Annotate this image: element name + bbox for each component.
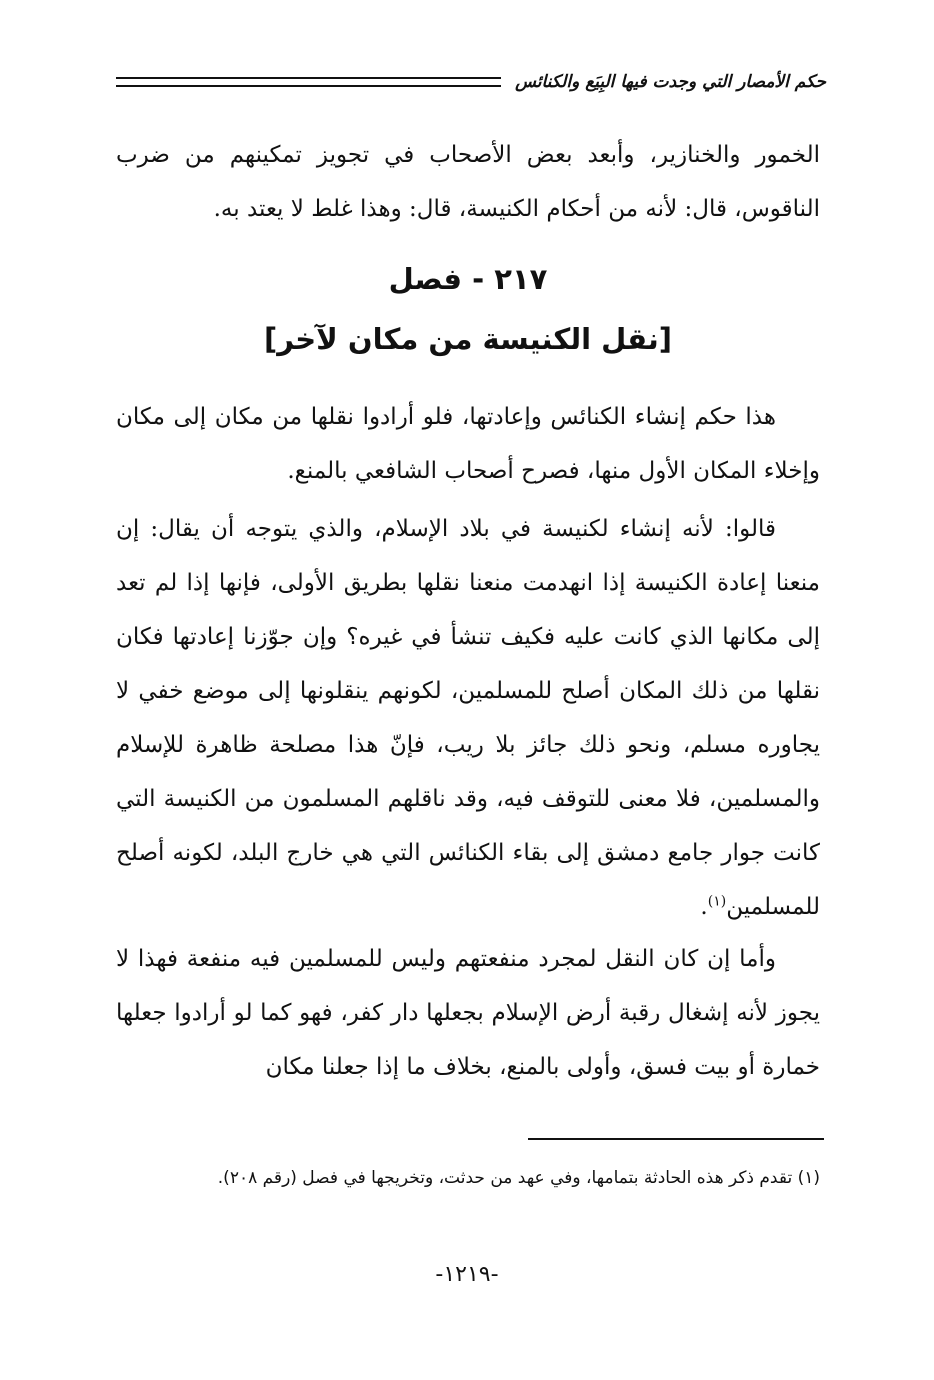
- header-double-rule: [116, 77, 501, 87]
- footnote-reference[interactable]: (١): [707, 893, 727, 910]
- paragraph-scholars-view-text: قالوا: لأنه إنشاء لكنيسة في بلاد الإسلام، والذي يتوجه أن يقال: إن منعنا إعادة الكنيسة إذا انهدمت منعنا نقلها بطريق الأولى، فإنها إذا لم تعد إلى مكانها الذي كانت عليه فكيف تنشأ في غيره؟ وإن جوّزنا إعادتها فكان نقلها من ذلك المكان أصلح للمسلمين، لكونهم ينقلونها إلى موضع خفي لا يجاوره مسلم، ونحو ذلك جائز بلا ريب، فإنّ هذا مصلحة ظاهرة للإسلام والمسلمين، فلا معنى للتوقف فيه، وقد ناقلهم المسلمون من الكنيسة التي كانت جوار جامع دمشق إلى بقاء الكنائس التي هي خارج البلد، لكونه أصلح للمسلمين: [116, 516, 820, 920]
- footnote-separator: [528, 1138, 824, 1140]
- paragraph-end-period: .: [700, 894, 708, 920]
- running-header: [116, 62, 826, 102]
- paragraph-prohibition: وأما إن كان النقل لمجرد منفعتهم وليس للمسلمين فيه منفعة فهذا لا يجوز لأنه إشغال رقبة أرض الإسلام بجعلها دار كفر، فهو كما لو أرادوا جعلها خمارة أو بيت فسق، وأولى بالمنع، بخلاف ما إذا جعلنا مكان: [116, 946, 820, 1080]
- paragraph-continued: الخمور والخنازير، وأبعد بعض الأصحاب في تجويز تمكينهم من ضرب الناقوس، قال: لأنه من أحكام الكنيسة، قال: وهذا غلط لا يعتد به.: [116, 142, 820, 222]
- paragraph-scholars-view: [116, 502, 820, 934]
- section-number-heading: ٢١٧ - فصل: [388, 262, 548, 296]
- footnote: (١) تقدم ذكر هذه الحادثة بتمامها، وفي عهد من حدثت، وتخريجها في فصل (رقم ٢٠٨).: [217, 1168, 820, 1188]
- page-number: -١٢١٩-: [435, 1262, 499, 1287]
- paragraph-church-relocation: هذا حكم إنشاء الكنائس وإعادتها، فلو أرادوا نقلها من مكان إلى مكان وإخلاء المكان الأول منها، فصرح أصحاب الشافعي بالمنع.: [116, 404, 820, 484]
- running-title: حكم الأمصار التي وجدت فيها البِيَع والكنائس: [515, 72, 826, 92]
- section-subheading: [نقل الكنيسة من مكان لآخر]: [263, 322, 673, 356]
